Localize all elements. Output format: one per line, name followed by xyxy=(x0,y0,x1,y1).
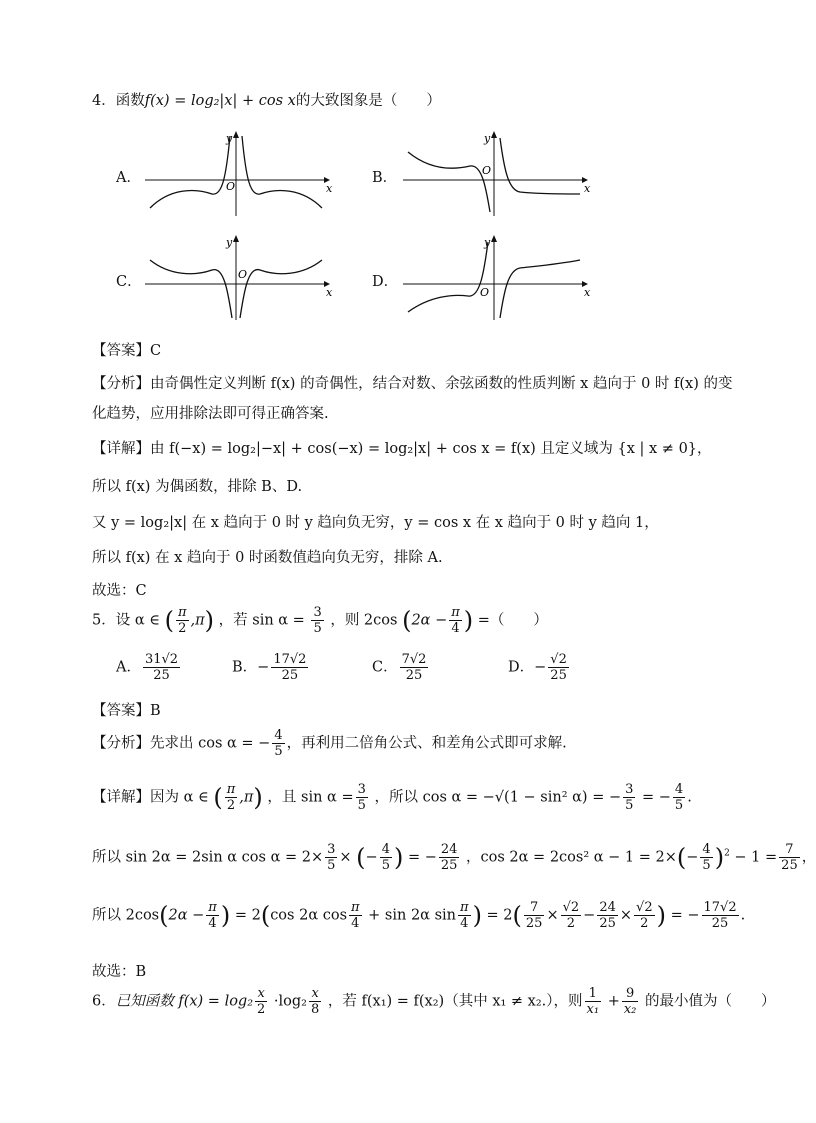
curve-right xyxy=(240,260,322,318)
q4-detail-line1: 【详解】由 f(−x) = log₂|−x| + cos(−x) = log₂|x| + cos x = f(x) 且定义域为 {x | x ≠ 0}， xyxy=(92,441,712,457)
svg-text:x: x xyxy=(584,182,591,195)
q6-stem: 6．已知函数 f(x) = log₂ $\frac{x}{2}$ ·log₂ $\frac{x}{8}$ ，若 f(x₁) = f(x₂)（其中 x₁ ≠ x₂.），则 $\frac{1}{\text{x₁}}$ + $\frac{9}{\text{x₂}}$ 的最小值为（ ） xyxy=(92,986,776,1017)
q4-detail-line2: 所以 f(x) 为偶函数，排除 B、D. xyxy=(92,479,303,495)
q4-detail-line3: 又 y = log₂|x| 在 x 趋向于 0 时 y 趋向负无穷，y = cos x 在 x 趋向于 0 时 y 趋向 1， xyxy=(92,515,659,531)
curve-left xyxy=(408,242,488,312)
q5-choose: 故选：B xyxy=(92,964,147,980)
q5-option-a[interactable]: A． $\frac{31√2}{25}$ xyxy=(116,652,179,683)
q4-analysis-line2: 化趋势，应用排除法即可得正确答案. xyxy=(92,406,329,422)
curve-left xyxy=(150,260,232,318)
q4-analysis-line1: 【分析】由奇偶性定义判断 f(x) 的奇偶性，结合对数、余弦函数的性质判断 x 趋向于 0 时 f(x) 的变 xyxy=(92,376,733,392)
q4-option-c-graph[interactable] xyxy=(140,232,340,322)
q4-option-c-label[interactable]: C． xyxy=(116,274,142,290)
q5-detail-line3: 所以 2cos(2α − $\frac{\pi}{4}$ ) = 2(cos 2α cos $\frac{\pi}{4}$ + sin 2α sin $\frac{\pi}{4}$ ) = 2( $\frac{7}{25}$ × $\frac{√2}{2}$ − $\frac{24}{25}$ × $\frac{√2}{2}$ ) = − $\frac{17√2}{25}$ . xyxy=(92,900,746,931)
svg-text:x: x xyxy=(326,286,333,299)
q5-option-c[interactable]: C． $\frac{7√2}{25}$ xyxy=(372,652,427,683)
origin-label: O xyxy=(226,180,236,193)
question-number: 4． xyxy=(92,93,116,109)
q4-option-d-label[interactable]: D． xyxy=(372,274,399,290)
svg-text:y: y xyxy=(226,236,233,249)
svg-text:y: y xyxy=(484,132,491,145)
svg-text:O: O xyxy=(238,268,248,281)
curve-right xyxy=(500,260,580,318)
q5-detail-line1: 【详解】因为 α ∈ ( $\frac{\pi}{2}$ ,π) ，且 sin α = $\frac{3}{5}$ ，所以 cos α = −√(1 − sin² α) = − $\frac{3}{5}$ = − $\frac{4}{5}$ . xyxy=(92,782,692,813)
curve-right xyxy=(500,138,580,194)
q4-option-b-label[interactable]: B． xyxy=(372,170,398,186)
q4-choose: 故选：C xyxy=(92,583,147,599)
q4-detail-line4: 所以 f(x) 在 x 趋向于 0 时函数值趋向负无穷，排除 A. xyxy=(92,550,443,566)
svg-text:O: O xyxy=(482,164,492,177)
curve-left xyxy=(408,152,490,212)
q5-analysis: 【分析】先求出 cos α = − $\frac{4}{5}$ ，再利用二倍角公式、和差角公式即可求解. xyxy=(92,728,567,759)
q4-option-d-graph[interactable] xyxy=(398,232,598,322)
q5-answer: 【答案】B xyxy=(92,703,161,719)
q4-answer: 【答案】C xyxy=(92,343,162,359)
curve-right xyxy=(242,136,322,208)
svg-text:O: O xyxy=(480,286,490,299)
x-axis-label: x xyxy=(326,182,333,195)
q5-option-b[interactable]: B．− $\frac{17√2}{25}$ xyxy=(232,652,307,683)
q4-option-a-graph[interactable] xyxy=(140,128,340,218)
y-axis-label: y xyxy=(226,132,233,145)
q5-stem: 5．设 α ∈ ( $\frac{\pi}{2}$ ,π) ，若 sin α = $\frac{3}{5}$ ，则 2cos (2α − $\frac{\pi}{4}$ ) =（ ） xyxy=(92,605,548,636)
svg-text:y: y xyxy=(484,236,491,249)
q4-option-b-graph[interactable] xyxy=(398,128,598,218)
q5-option-d[interactable]: D．− $\frac{√2}{25}$ xyxy=(508,652,567,683)
q4-option-a-label[interactable]: A． xyxy=(116,170,141,186)
q5-detail-line2: 所以 sin 2α = 2sin α cos α = 2× $\frac{3}{5}$ × (− $\frac{4}{5}$ ) = − $\frac{24}{25}$ ，cos 2α = 2cos² α − 1 = 2×(− $\frac{4}{5}$ )$^2$ − 1 = $\frac{7}{25}$ ， xyxy=(92,842,816,873)
curve-left xyxy=(150,136,230,208)
q4-formula: f(x) = log₂|x| + cos x xyxy=(144,93,296,109)
svg-text:x: x xyxy=(584,286,591,299)
q4-stem: 4．函数f(x) = log₂|x| + cos x的大致图象是（ ） xyxy=(92,93,441,109)
